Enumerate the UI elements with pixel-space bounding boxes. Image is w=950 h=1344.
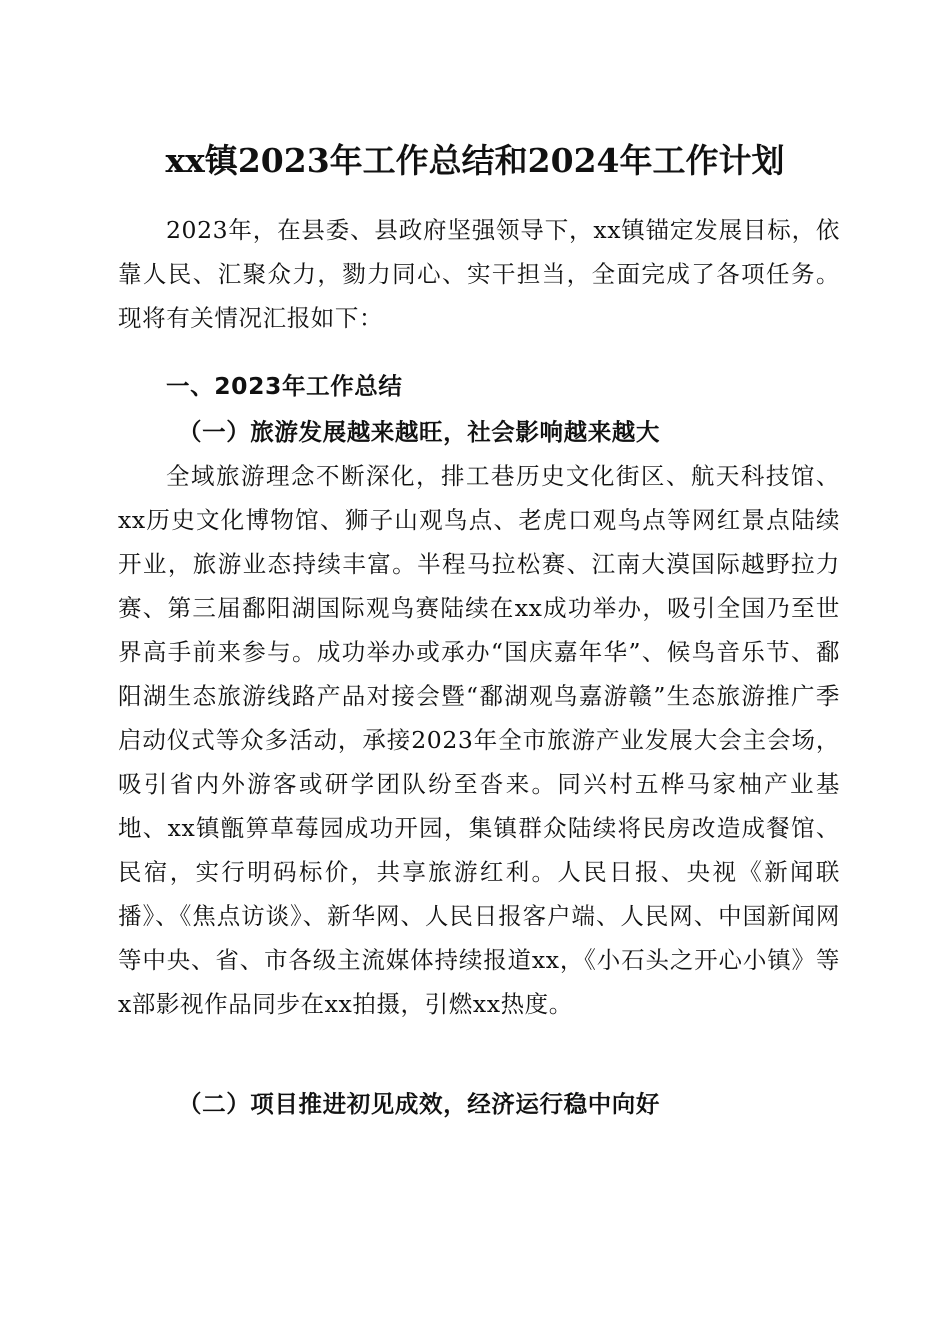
- tourism-paragraph: 全域旅游理念不断深化，排工巷历史文化街区、航天科技馆、xx历史文化博物馆、狮子山观鸟点、老虎口观鸟点等网红景点陆续开业，旅游业态持续丰富。半程马拉松赛、江南大漠国际越野拉力赛、第三届鄱阳湖国际观鸟赛陆续在xx成功举办，吸引全国乃至世界高手前来参与。成功举办或承办“国庆嘉年华”、候鸟音乐节、鄱阳湖生态旅游线路产品对接会暨“鄱湖观鸟嘉游赣”生态旅游推广季启动仪式等众多活动，承接2023年全市旅游产业发展大会主会场，吸引省内外游客或研学团队纷至沓来。同兴村五桦马家柚产业基地、xx镇甑箅草莓园成功开园，集镇群众陆续将民房改造成餐馆、民宿，实行明码标价，共享旅游红利。人民日报、央视《新闻联播》、《焦点访谈》、新华网、人民日报客户端、人民网、中国新闻网等中央、省、市各级主流媒体持续报道xx，《小石头之开心小镇》等x部影视作品同步在xx拍摄，引燃xx热度。: [118, 462, 840, 1018]
- subsection-heading-tourism: （一）旅游发展越来越旺，社会影响越来越大: [178, 418, 660, 446]
- document-title: xx镇2023年工作总结和2024年工作计划: [165, 141, 785, 180]
- section-heading-work-summary: 一、2023年工作总结: [166, 372, 403, 400]
- subsection-heading-projects: （二）项目推进初见成效，经济运行稳中向好: [178, 1090, 660, 1118]
- intro-paragraph: 2023年，在县委、县政府坚强领导下，xx镇锚定发展目标，依靠人民、汇聚众力，勠力同心、实干担当，全面完成了各项任务。现将有关情况汇报如下：: [118, 216, 840, 332]
